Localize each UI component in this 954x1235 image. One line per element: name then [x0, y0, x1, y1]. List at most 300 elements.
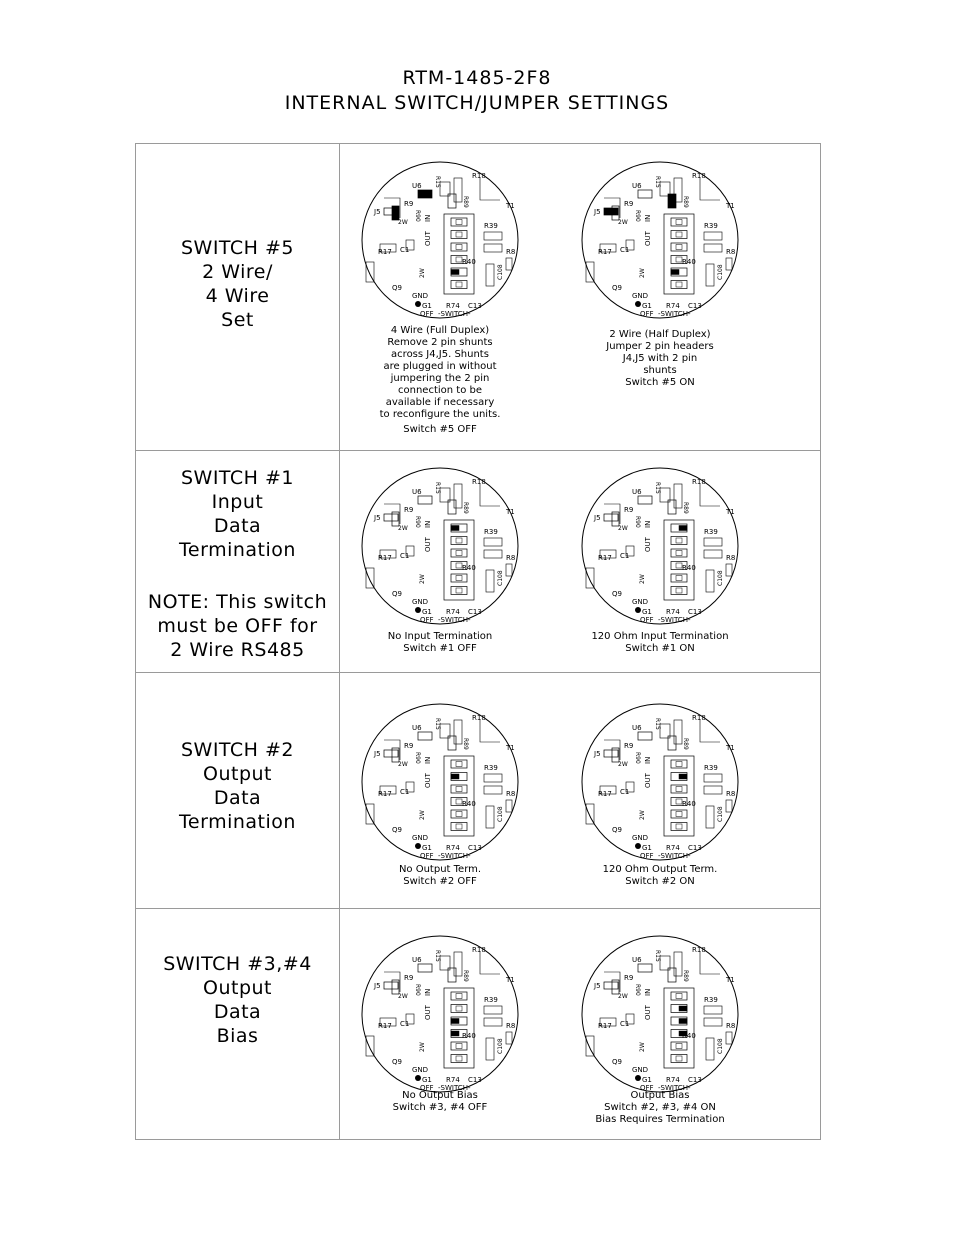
board-label: Q9: [612, 590, 622, 598]
board-label: C108: [497, 264, 504, 280]
board-label: R89: [462, 502, 469, 514]
circuit-board-diagram: [360, 702, 520, 862]
jumper-header: [638, 732, 652, 740]
dip-switch-on: [451, 270, 459, 275]
board-label: R9: [404, 200, 414, 208]
board-label: R9: [624, 742, 634, 750]
dip-switch-off: [676, 576, 682, 581]
component: [706, 1038, 714, 1060]
board-label: R74: [446, 302, 460, 310]
board-label: C1: [620, 1020, 630, 1028]
board-label: OFF: [640, 852, 654, 860]
board-label: R18: [692, 714, 706, 722]
board-label: R74: [446, 1076, 460, 1084]
board-label: OUT: [644, 537, 652, 552]
dip-switch-off: [456, 1056, 462, 1061]
jumper-header: [418, 190, 432, 198]
dip-switch-on: [679, 526, 687, 531]
board-label: R39: [704, 764, 718, 772]
board-label: R18: [472, 478, 486, 486]
board-label: IN: [424, 988, 432, 996]
board-label: R90: [414, 516, 421, 528]
board-label: Q9: [612, 826, 622, 834]
board-label: R8: [726, 554, 736, 562]
component: [484, 244, 502, 252]
board-label: R40: [462, 258, 476, 266]
component: [704, 1018, 722, 1026]
left-diagram-caption: [340, 864, 540, 888]
board-label: R17: [378, 1022, 392, 1030]
board-label: U6: [412, 182, 422, 190]
board-label: R8: [506, 248, 516, 256]
board-label: C1: [620, 552, 630, 560]
board-label: C108: [717, 570, 724, 586]
board-label: C13: [688, 302, 702, 310]
board-label: R17: [598, 248, 612, 256]
component: [454, 484, 462, 508]
component: [674, 952, 682, 976]
caption-line: No Output Bias: [402, 1090, 478, 1101]
board-label: Q9: [392, 1058, 402, 1066]
board-label: C13: [468, 844, 482, 852]
board-label: IN: [644, 520, 652, 528]
component: [506, 1032, 512, 1044]
caption-line: Switch #5 OFF: [403, 424, 477, 435]
board-label: R9: [404, 506, 414, 514]
board-label: R17: [378, 248, 392, 256]
board-label: R40: [462, 564, 476, 572]
left-diagram-caption: [340, 1090, 540, 1114]
dip-switch-off: [456, 220, 462, 225]
section-label-line: 2 Wire/: [202, 261, 273, 283]
board-label: C13: [468, 1076, 482, 1084]
dip-switch-on: [671, 270, 679, 275]
board-label: C108: [497, 806, 504, 822]
board-label: OUT: [644, 1005, 652, 1020]
board-label: R8: [506, 790, 516, 798]
board-label: C1: [400, 246, 410, 254]
board-label: R17: [598, 790, 612, 798]
jumper-j5: [604, 982, 618, 989]
dip-switch-on: [679, 1006, 687, 1011]
board-label: OFF: [420, 310, 434, 318]
circuit-board-diagram: [360, 934, 520, 1094]
board-label: R18: [472, 946, 486, 954]
board-label: R9: [404, 974, 414, 982]
board-label: R40: [682, 1032, 696, 1040]
component: [704, 786, 722, 794]
board-label: R8: [506, 1022, 516, 1030]
board-label: OUT: [644, 231, 652, 246]
board-label: R40: [682, 258, 696, 266]
board-label: T1: [726, 202, 735, 210]
board-label: G1: [422, 1076, 432, 1084]
board-label: R15: [434, 176, 441, 188]
caption-line: 120 Ohm Output Term.: [602, 864, 718, 875]
jumper-header: [638, 964, 652, 972]
component: [484, 1018, 502, 1026]
caption-line: Remove 2 pin shunts: [387, 337, 493, 348]
caption-line: J4,J5 with 2 pin: [622, 353, 698, 364]
board-trace: [700, 178, 720, 200]
dip-switch-off: [676, 245, 682, 250]
board-trace: [480, 484, 500, 506]
board-label: 2W: [618, 219, 628, 226]
board-label: R39: [704, 528, 718, 536]
board-label: R8: [726, 790, 736, 798]
caption-line: Switch #1 OFF: [403, 643, 477, 654]
board-label: R40: [462, 1032, 476, 1040]
board-label: G1: [642, 302, 652, 310]
component: [704, 1006, 722, 1014]
board-label: OFF: [420, 1084, 434, 1092]
component: [726, 258, 732, 270]
ground-dot: [415, 1075, 421, 1081]
board-label: 2W: [639, 1042, 646, 1052]
caption-line: Bias Requires Termination: [595, 1114, 725, 1125]
board-label: R40: [682, 800, 696, 808]
board-label: U6: [632, 488, 642, 496]
board-label: Q9: [392, 284, 402, 292]
board-label: J5: [374, 750, 381, 758]
dip-switch-off: [676, 1044, 682, 1049]
document-title: RTM-1485-2F8: [402, 67, 552, 89]
dip-switch-off: [676, 220, 682, 225]
board-label: IN: [424, 214, 432, 222]
jumper-header: [418, 964, 432, 972]
left-diagram-caption: [340, 325, 540, 436]
board-label: OFF: [640, 310, 654, 318]
board-label: T1: [506, 508, 515, 516]
jumper-header: [638, 190, 652, 198]
component: [704, 244, 722, 252]
board-label: 2W: [419, 268, 426, 278]
section-note-line: NOTE: This switch: [147, 591, 328, 613]
row-divider: [136, 450, 820, 451]
jumper-j5: [384, 514, 398, 521]
board-label: C1: [400, 552, 410, 560]
section-label-line: Output: [203, 977, 272, 999]
board-label: 2W: [618, 761, 628, 768]
dip-switch-on: [451, 1019, 459, 1024]
section-label-line: Input: [211, 491, 264, 513]
dip-switch-off: [676, 812, 682, 817]
board-label: 2W: [419, 574, 426, 584]
caption-line: Jumper 2 pin headers: [606, 341, 714, 352]
board-label: R15: [654, 950, 661, 962]
section-label-line: 4 Wire: [205, 285, 270, 307]
caption-line: available if necessary: [385, 397, 495, 408]
board-label: 2W: [618, 525, 628, 532]
ground-dot: [415, 607, 421, 613]
jumper-j4: [392, 206, 399, 220]
board-label: J5: [374, 514, 381, 522]
caption-line: Switch #5 ON: [625, 377, 695, 388]
board-label: R17: [598, 554, 612, 562]
board-label: OUT: [424, 773, 432, 788]
board-label: G1: [422, 608, 432, 616]
board-label: J5: [594, 750, 601, 758]
caption-line: jumpering the 2 pin: [390, 373, 490, 384]
circuit-board-diagram: [580, 934, 740, 1094]
board-label: 2W: [398, 219, 408, 226]
board-label: R18: [692, 478, 706, 486]
dip-switch-off: [456, 812, 462, 817]
board-label: Q9: [392, 826, 402, 834]
component: [454, 720, 462, 744]
section-note: [136, 590, 339, 662]
board-label: R15: [434, 718, 441, 730]
board-label: R74: [446, 608, 460, 616]
board-label: 2W: [398, 761, 408, 768]
component: [486, 264, 494, 286]
section-label-line: Data: [213, 1001, 262, 1023]
component: [704, 538, 722, 546]
ground-dot: [635, 1075, 641, 1081]
section-label-line: Output: [203, 763, 272, 785]
board-trace: [480, 178, 500, 200]
section-label: [136, 466, 339, 662]
board-label: R18: [692, 946, 706, 954]
board-label: R15: [434, 482, 441, 494]
dip-switch-off: [456, 232, 462, 237]
board-label: OUT: [424, 1005, 432, 1020]
board-label: R39: [704, 222, 718, 230]
component: [484, 774, 502, 782]
board-label: C108: [717, 1038, 724, 1054]
board-label: C1: [400, 788, 410, 796]
board-label: R8: [506, 554, 516, 562]
board-label: R39: [704, 996, 718, 1004]
board-label: C13: [468, 608, 482, 616]
board-label: R15: [654, 176, 661, 188]
board-label: C13: [688, 608, 702, 616]
dip-switch-off: [456, 1006, 462, 1011]
component: [726, 1032, 732, 1044]
section-label-line: SWITCH #5: [180, 237, 295, 259]
board-label: J5: [374, 208, 381, 216]
board-label: U6: [412, 956, 422, 964]
dip-switch-off: [456, 282, 462, 287]
board-label: 2W: [419, 1042, 426, 1052]
section-label-line: Data: [213, 787, 262, 809]
dip-switch-on: [451, 526, 459, 531]
caption-line: Switch #3, #4 OFF: [392, 1102, 488, 1113]
dip-switch-off: [676, 538, 682, 543]
board-label: G1: [642, 844, 652, 852]
right-diagram-caption: [560, 631, 760, 655]
dip-switch-off: [676, 824, 682, 829]
dip-switch-off: [676, 994, 682, 999]
caption-line: are plugged in without: [383, 361, 497, 372]
board-label: R8: [726, 1022, 736, 1030]
right-diagram-caption: [560, 329, 760, 389]
board-label: -SWITCH-: [438, 310, 471, 318]
board-label: R90: [634, 752, 641, 764]
board-label: G1: [422, 302, 432, 310]
board-label: C1: [620, 246, 630, 254]
dip-switch-off: [456, 994, 462, 999]
component: [484, 232, 502, 240]
board-label: R89: [682, 970, 689, 982]
section-label-line: Data: [213, 515, 262, 537]
section-label: [136, 952, 339, 1048]
ground-dot: [415, 843, 421, 849]
board-trace: [700, 952, 720, 974]
board-trace: [480, 720, 500, 742]
board-label: R89: [462, 738, 469, 750]
caption-line: Output Bias: [630, 1090, 690, 1101]
caption-line: 2 Wire (Half Duplex): [609, 329, 711, 340]
board-label: R9: [624, 506, 634, 514]
board-label: U6: [412, 724, 422, 732]
board-label: R74: [666, 1076, 680, 1084]
board-label: IN: [644, 214, 652, 222]
board-label: U6: [412, 488, 422, 496]
left-diagram-caption: [340, 631, 540, 655]
component: [484, 786, 502, 794]
board-label: C1: [620, 788, 630, 796]
component: [486, 1038, 494, 1060]
board-label: GND: [632, 598, 649, 606]
dip-switch-off: [456, 588, 462, 593]
component: [506, 258, 512, 270]
section-label-line: Set: [221, 309, 254, 331]
component: [706, 264, 714, 286]
section-label-line: Termination: [179, 811, 296, 833]
section-label-line: SWITCH #1: [180, 467, 295, 489]
ground-dot: [415, 301, 421, 307]
board-label: R74: [666, 608, 680, 616]
right-diagram-caption: [560, 1090, 760, 1126]
board-label: R18: [692, 172, 706, 180]
board-label: GND: [412, 598, 429, 606]
board-label: -SWITCH-: [438, 1084, 471, 1092]
dip-switch-on: [679, 774, 687, 779]
caption-line: Switch #2 OFF: [403, 876, 477, 887]
section-label: [136, 236, 339, 332]
board-label: Q9: [392, 590, 402, 598]
board-label: R90: [414, 752, 421, 764]
board-label: R40: [682, 564, 696, 572]
board-label: R89: [682, 738, 689, 750]
caption-line: Switch #1 ON: [625, 643, 695, 654]
board-label: C13: [688, 1076, 702, 1084]
board-label: 2W: [398, 993, 408, 1000]
board-label: C108: [497, 570, 504, 586]
jumper-j5: [384, 750, 398, 757]
board-label: U6: [632, 956, 642, 964]
board-label: OFF: [420, 616, 434, 624]
caption-line: across J4,J5. Shunts: [391, 349, 489, 360]
dip-switch-off: [676, 588, 682, 593]
board-label: GND: [632, 1066, 649, 1074]
board-label: C13: [468, 302, 482, 310]
board-label: R8: [726, 248, 736, 256]
board-label: T1: [506, 202, 515, 210]
board-label: C13: [688, 844, 702, 852]
board-label: R89: [682, 196, 689, 208]
board-label: J5: [594, 982, 601, 990]
board-label: C108: [717, 264, 724, 280]
board-trace: [480, 952, 500, 974]
dip-switch-off: [456, 576, 462, 581]
section-note-line: must be OFF for: [157, 615, 318, 637]
board-label: 2W: [639, 268, 646, 278]
board-label: GND: [412, 834, 429, 842]
board-label: R9: [624, 200, 634, 208]
dip-switch-off: [456, 538, 462, 543]
board-label: R90: [414, 210, 421, 222]
component: [726, 564, 732, 576]
dip-switch-off: [456, 762, 462, 767]
board-label: R18: [472, 172, 486, 180]
jumper-j5: [384, 982, 398, 989]
board-label: R9: [624, 974, 634, 982]
board-label: R39: [484, 528, 498, 536]
section-label-line: SWITCH #3,#4: [163, 953, 312, 975]
caption-line: shunts: [643, 365, 677, 376]
row-divider: [136, 672, 820, 673]
board-label: R39: [484, 764, 498, 772]
board-label: R15: [654, 482, 661, 494]
component: [486, 806, 494, 828]
board-label: G1: [422, 844, 432, 852]
board-label: T1: [506, 976, 515, 984]
dip-switch-on: [451, 774, 459, 779]
board-label: C108: [717, 806, 724, 822]
board-label: 2W: [398, 525, 408, 532]
board-label: U6: [632, 724, 642, 732]
board-label: OFF: [640, 616, 654, 624]
circuit-board-diagram: [580, 160, 740, 320]
settings-table: [135, 143, 821, 1140]
component: [484, 550, 502, 558]
board-label: IN: [424, 520, 432, 528]
board-label: -SWITCH-: [658, 852, 691, 860]
jumper-j5: [604, 208, 618, 215]
board-label: OUT: [424, 537, 432, 552]
jumper-header: [418, 496, 432, 504]
component: [486, 570, 494, 592]
circuit-board-diagram: [360, 466, 520, 626]
board-label: -SWITCH-: [658, 616, 691, 624]
dip-switch-off: [676, 762, 682, 767]
dip-switch-on: [679, 1019, 687, 1024]
board-label: R89: [462, 970, 469, 982]
board-label: R74: [666, 302, 680, 310]
board-label: OFF: [640, 1084, 654, 1092]
board-label: T1: [506, 744, 515, 752]
board-label: Q9: [612, 1058, 622, 1066]
board-label: R89: [682, 502, 689, 514]
component: [706, 570, 714, 592]
board-label: IN: [424, 756, 432, 764]
component: [674, 720, 682, 744]
component: [726, 800, 732, 812]
dip-switch-off: [676, 787, 682, 792]
board-label: R9: [404, 742, 414, 750]
board-label: R89: [462, 196, 469, 208]
caption-line: No Input Termination: [387, 631, 493, 642]
section-label-line: Termination: [179, 539, 296, 561]
component: [454, 178, 462, 202]
board-label: R15: [434, 950, 441, 962]
board-label: 2W: [639, 574, 646, 584]
board-label: GND: [412, 292, 429, 300]
board-label: J5: [594, 208, 601, 216]
component: [706, 806, 714, 828]
